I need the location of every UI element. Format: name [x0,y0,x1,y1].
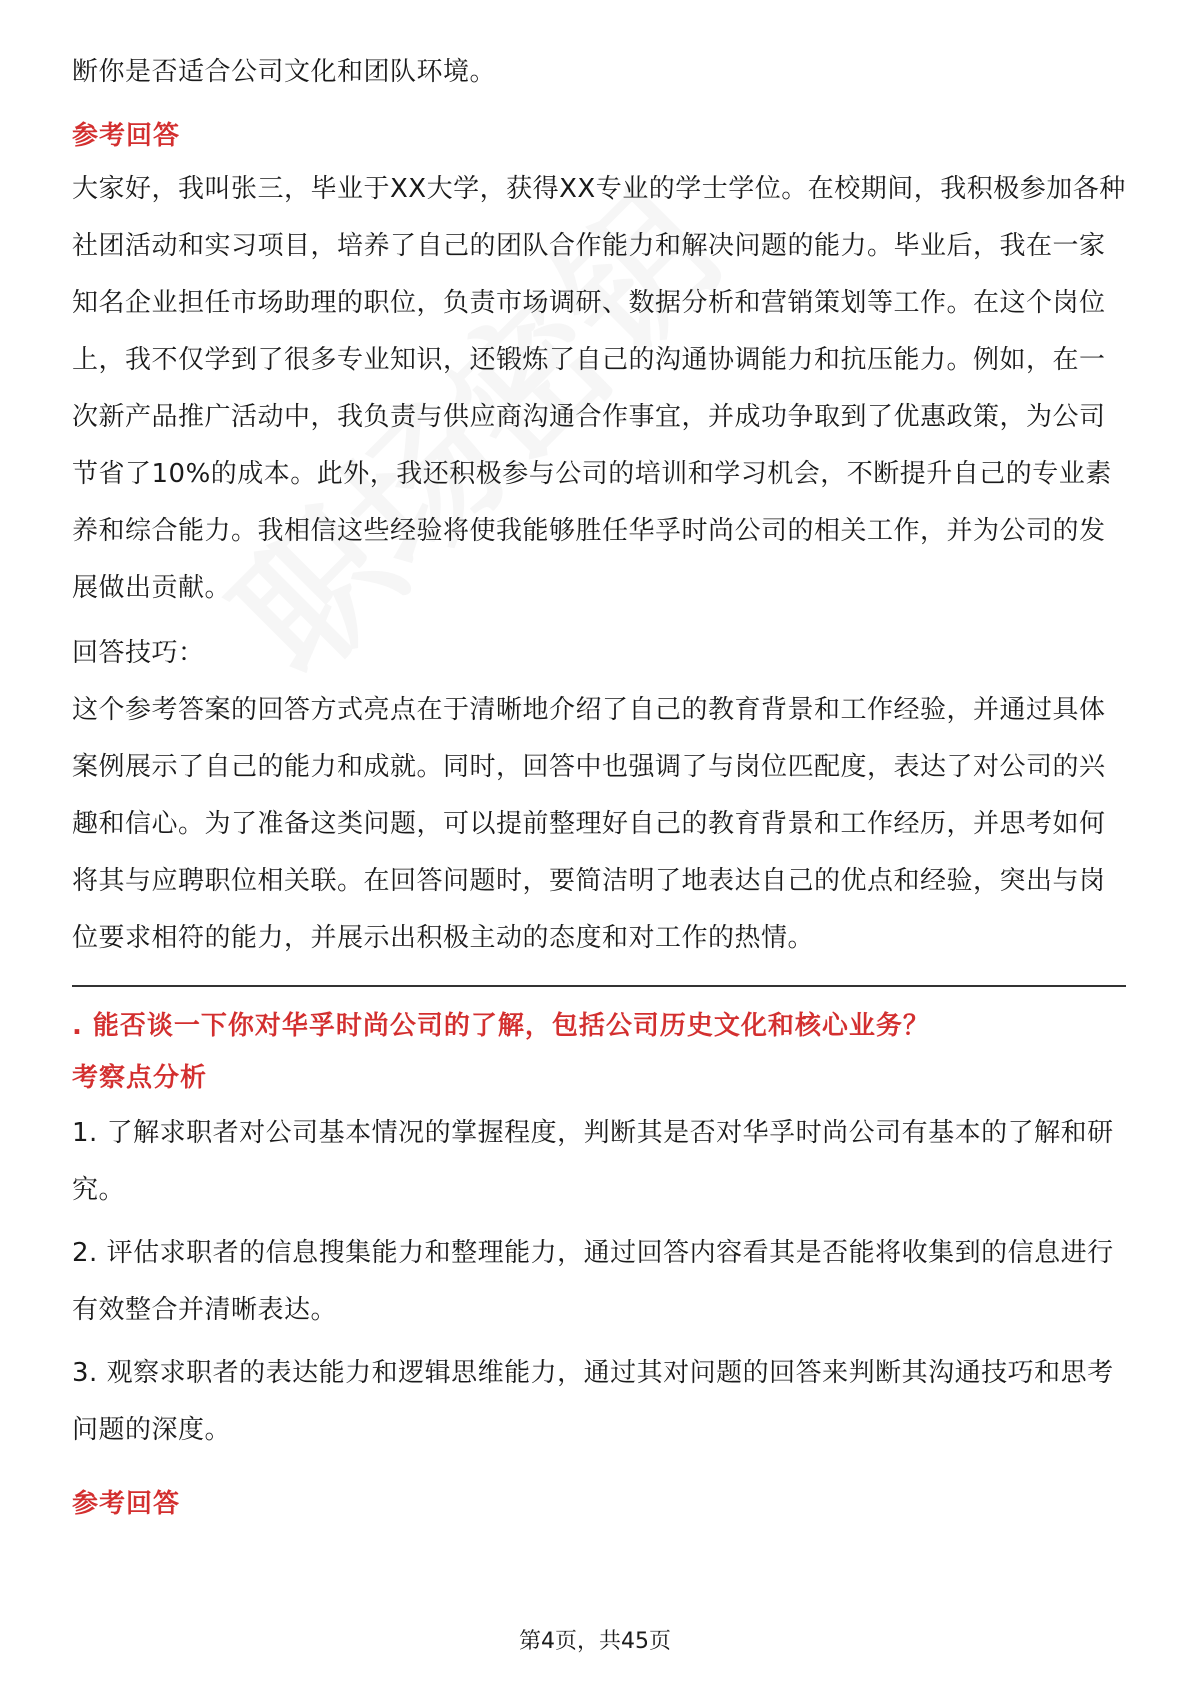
tips-heading: 回答技巧： [72,638,205,668]
analysis-item: 3. 观察求职者的表达能力和逻辑思维能力，通过其对问题的回答来判断其沟通技巧和思考问题的深度。 [72,1358,1114,1445]
section-divider [72,985,1126,987]
analysis-heading: 考察点分析 [72,1063,208,1093]
analysis-item: 2. 评估求职者的信息搜集能力和整理能力，通过回答内容看其是否能将收集到的信息进行有效整合并清晰表达。 [72,1238,1114,1325]
tips-paragraph: 这个参考答案的回答方式亮点在于清晰地介绍了自己的教育背景和工作经验，并通过具体案例展示了自己的能力和成就。同时，回答中也强调了与岗位匹配度，表达了对公司的兴趣和信心。为了准备这类问题，可以提前整理好自己的教育背景和工作经历，并思考如何将其与应聘职位相关联。在回答问题时，要简洁明了地表达自己的优点和经验，突出与岗位要求相符的能力，并展示出积极主动的态度和对工作的热情。 [72,695,1106,953]
page-footer: 第4页，共45页 [519,1629,671,1654]
analysis-item: 1. 了解求职者对公司基本情况的掌握程度，判断其是否对华孚时尚公司有基本的了解和研究。 [72,1118,1114,1205]
document-page [72,44,1126,1523]
reference-answer-heading-2: 参考回答 [72,1489,181,1519]
question-heading: . 能否谈一下你对华孚时尚公司的了解，包括公司历史文化和核心业务？ [72,1011,930,1041]
answer-paragraph: 大家好，我叫张三，毕业于XX大学，获得XX专业的学士学位。在校期间，我积极参加各种社团活动和实习项目，培养了自己的团队合作能力和解决问题的能力。毕业后，我在一家知名企业担任市场助理的职位，负责市场调研、数据分析和营销策划等工作。在这个岗位上，我不仅学到了很多专业知识，还锻炼了自己的沟通协调能力和抗压能力。例如，在一次新产品推广活动中，我负责与供应商沟通合作事宜，并成功争取到了优惠政策，为公司节省了10%的成本。此外，我还积极参与公司的培训和学习机会，不断提升自己的专业素养和综合能力。我相信这些经验将使我能够胜任华孚时尚公司的相关工作，并为公司的发展做出贡献。 [72,174,1126,603]
intro-tail-text: 断你是否适合公司文化和团队环境。 [72,57,497,87]
reference-answer-heading: 参考回答 [72,121,181,151]
